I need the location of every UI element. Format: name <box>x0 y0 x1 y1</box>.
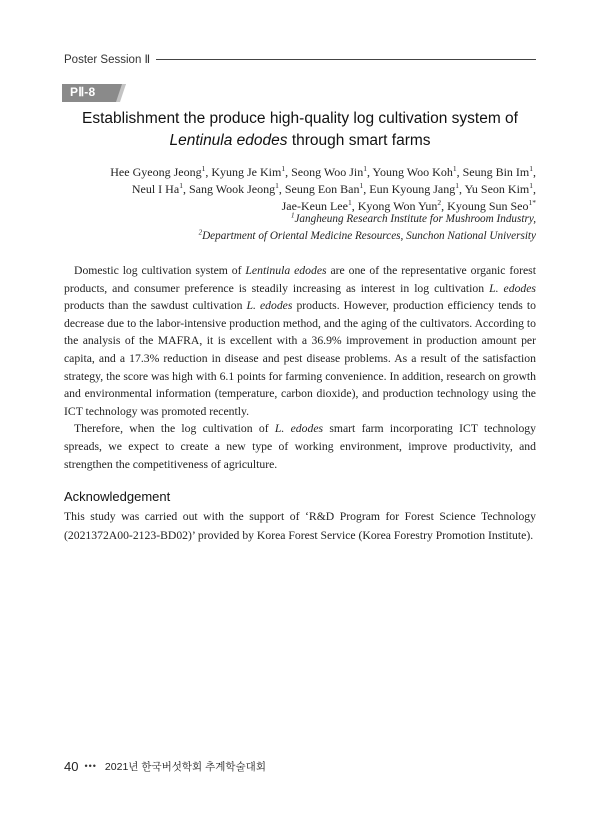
acknowledgement-text: This study was carried out with the support of ‘R&D Program for Forest Science Technology (2021372A00-2123-BD02)’ provided by Korea Forest Service (Korea Forestry Promotion Institute). <box>64 510 536 542</box>
species-name: Lentinula edodes <box>245 264 327 277</box>
author-line <box>64 181 536 198</box>
author-name: Seung Bin Im <box>462 165 530 179</box>
title-line-1: Establishment the produce high-quality log cultivation system of <box>82 110 518 127</box>
author-separator: , <box>351 199 358 213</box>
abstract-paragraph <box>64 262 536 420</box>
page-number: 40 <box>64 758 79 774</box>
affiliation-text: Department of Oriental Medicine Resources, Sunchon National University <box>202 229 536 242</box>
author-affiliation-mark: 1 <box>452 164 457 173</box>
text-run: are one of the representative organic forest products, and consumer preference is steadily increasing as interest in log cultivation <box>64 264 536 295</box>
text-run: Domestic log cultivation system of <box>74 264 246 277</box>
abstract-body <box>64 262 536 473</box>
text-run: Therefore, when the log cultivation of <box>74 422 275 436</box>
conference-name: 2021년 한국버섯학회 추계학술대회 <box>104 760 266 773</box>
author-affiliation-mark: 1 <box>363 164 367 173</box>
author-affiliation-mark: 1 <box>201 164 206 173</box>
affiliation-text: Jangheung Research Institute for Mushroom Industry, <box>294 213 536 225</box>
author-separator: , <box>533 182 536 196</box>
author-affiliation-mark: 1 <box>179 181 183 190</box>
author-line <box>64 164 536 181</box>
species-name: L. edodes <box>274 422 324 436</box>
author-affiliation-mark: 1 <box>529 181 533 190</box>
author-separator: , <box>205 165 212 179</box>
author-name: Jae-Keun Lee <box>281 199 348 213</box>
affiliations <box>64 211 536 244</box>
author-affiliation-mark: 1 <box>347 198 352 207</box>
acknowledgement-heading: Acknowledgement <box>64 489 171 504</box>
author-separator: , <box>278 182 285 196</box>
author-affiliation-mark: 1 <box>359 181 364 190</box>
author-name: Seung Eon Ban <box>284 182 360 196</box>
title-line-2-rest: through smart farms <box>287 132 431 149</box>
paper-title <box>64 108 536 152</box>
species-name: L. edodes <box>246 299 293 313</box>
text-run: smart farm incorporating ICT technology spreads, we expect to create a new type of working environment, improve productivity, and strengthen the competitiveness of agriculture. <box>64 422 536 471</box>
author-list <box>64 164 536 215</box>
text-run: products. However, production efficiency tends to decrease due to the labor-intensive production method, and the aging of the cultivators. According to the analysis of the MAFRA, it is excellent with a 36.9% improvement in production amount per capita, and a 17.3% reduction in disease and pest disease problems. As a result of the satisfaction strategy, the score was high with 6.1 points for farming convenience. In addition, research on growth and environmental information (temperature, carbon dioxide), and production technology using the ICT technology was promoted recently. <box>64 299 536 418</box>
author-separator: , <box>456 165 463 179</box>
author-name: Neul I Ha <box>131 182 180 196</box>
author-affiliation-mark: 1 <box>455 181 460 190</box>
running-header <box>64 50 536 68</box>
abstract-paragraph <box>64 420 536 473</box>
author-separator: , <box>366 165 373 179</box>
poster-tag <box>62 84 126 102</box>
author-affiliation-mark: 1 <box>281 164 286 173</box>
section-label: Poster Session Ⅱ <box>64 54 151 66</box>
header-rule <box>156 59 536 60</box>
author-separator: , <box>459 182 465 196</box>
affiliation-mark: 2 <box>198 227 203 236</box>
author-separator: , <box>533 165 536 179</box>
author-affiliation-mark: 1 <box>529 164 533 173</box>
author-separator: , <box>285 165 292 179</box>
author-name: Seong Woo Jin <box>291 165 364 179</box>
page-footer <box>64 757 266 775</box>
title-line-2 <box>64 130 536 152</box>
author-affiliation-mark: 1* <box>528 198 536 207</box>
author-affiliation-mark: 2 <box>437 198 442 207</box>
author-separator: , <box>363 182 370 196</box>
author-name: Yu Seon Kim <box>464 182 530 196</box>
author-name: Kyong Won Yun <box>357 199 438 213</box>
title-species-name: Lentinula edodes <box>169 132 288 149</box>
author-affiliation-mark: 1 <box>275 181 279 190</box>
species-name: L. edodes <box>489 281 536 295</box>
affiliation-line <box>64 228 536 245</box>
author-separator: , <box>182 182 189 196</box>
affiliation-mark: 1 <box>290 211 295 220</box>
text-run: products than the sawdust cultivation <box>64 299 247 313</box>
author-name: Hee Gyeong Jeong <box>110 165 202 179</box>
author-name: Eun Kyoung Jang <box>369 182 456 196</box>
author-name: Kyung Je Kim <box>211 165 282 179</box>
author-name: Kyoung Sun Seo <box>447 199 529 213</box>
author-name: Young Woo Koh <box>372 165 453 179</box>
author-separator: , <box>441 199 448 213</box>
author-name: Sang Wook Jeong <box>188 182 276 196</box>
poster-number: PⅡ-8 <box>70 85 96 99</box>
footer-dots: ••• <box>84 761 97 771</box>
affiliation-line <box>64 211 536 228</box>
